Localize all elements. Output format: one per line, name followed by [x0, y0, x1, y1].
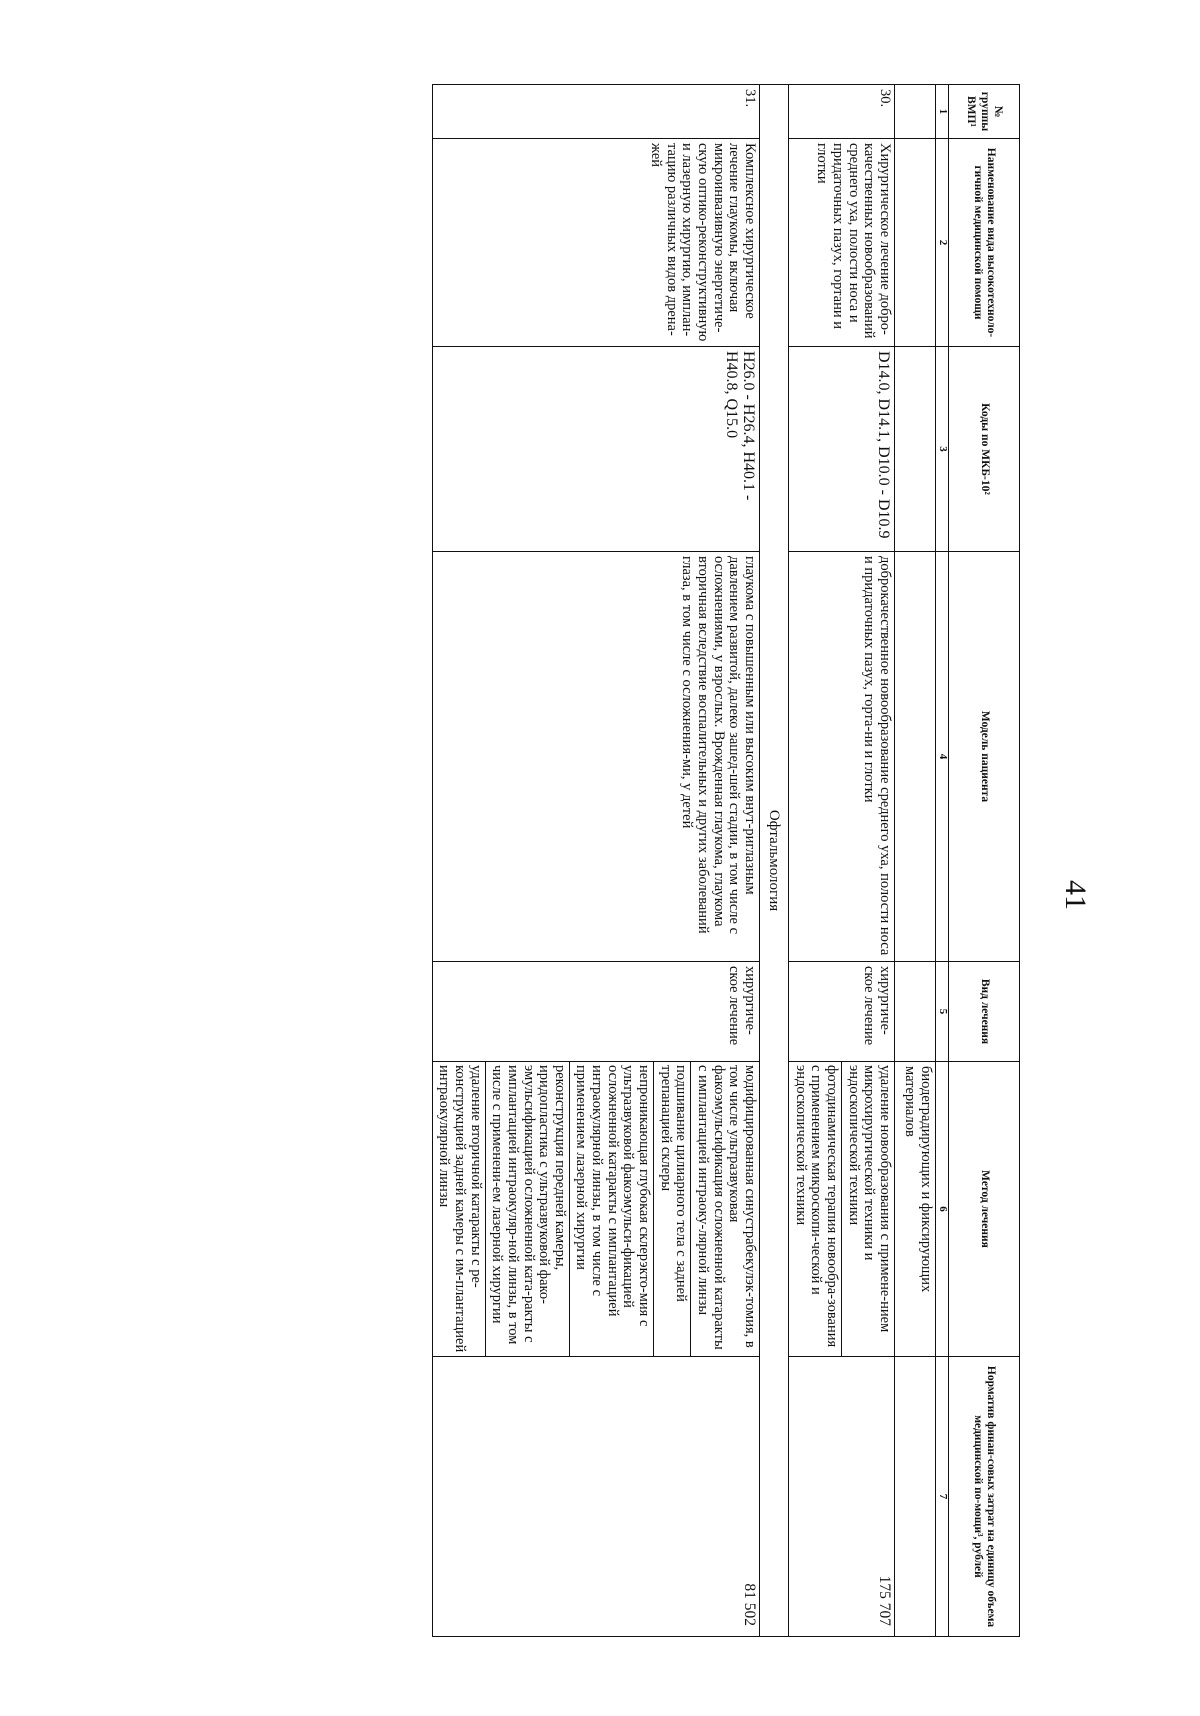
vmp-name: Комплексное хирургическое лечение глаукомы, включая микроинвазивную энергетиче-скую оптико-реконструктивную и лазерную хирургию, имплан-тацию различных видов дрена-жей — [432, 139, 759, 347]
method-cell: биодеградирующих и фиксирующих материалов — [895, 1062, 936, 1357]
vmp-name: Хирургическое лечение добро-качественных новообразований среднего уха, полости носа и придаточных пазух, гортани и глотки — [789, 139, 895, 347]
vmp-table — [432, 84, 1020, 1637]
col-num: 3 — [936, 347, 949, 552]
header-group: № группы ВМП¹ — [949, 85, 1020, 139]
method-item: реконструкция передней камеры, иридопластика с ультразвуковой фако-эмульсификацией осложненной ката-ракты с имплантацией интраокуляр-ной линзы, в том числе с применени-ем лазерной хирургии — [485, 1062, 569, 1356]
header-row — [949, 85, 1020, 1637]
table-row — [895, 85, 936, 1637]
cost-value: 175 707 — [789, 1357, 895, 1637]
icd-codes: H26.0 - H26.4, H40.1 - H40.8, Q15.0 — [432, 347, 759, 552]
table-row — [432, 85, 759, 1637]
header-method: Метод лечения — [949, 1062, 1020, 1357]
table-row — [789, 85, 895, 1637]
header-treatment: Вид лечения — [949, 962, 1020, 1062]
header-name: Наименование вида высокотехноло-гичной медицинской помощи — [949, 139, 1020, 347]
patient-model: глаукома с повышенным или высоким внут-риглазным давлением развитой, далеко зашед-шей стадии, в том числе с осложнениями, у взрослых. Врожденная глаукома, глаукома вторичная вследствие воспалительных и других заболеваний глаза, в том числе с осложнения-ми, у детей — [432, 552, 759, 962]
group-number: 30. — [789, 85, 895, 139]
col-num: 5 — [936, 962, 949, 1062]
patient-model: доброкачественное новообразование среднего уха, полости носа и придаточных пазух, горта-ни и глотки — [789, 552, 895, 962]
header-codes: Коды по МКБ-10² — [949, 347, 1020, 552]
method-item: подшивание цилиарного тела с задней трепанацией склеры — [653, 1062, 690, 1356]
method-item: модифицированная синустрабекулэк-томия, в том числе ультразвуковая факоэмульсификация осложненной катаракты с имплантацией интраоку-лярной линзы — [690, 1062, 759, 1356]
col-num: 6 — [936, 1062, 949, 1357]
method-item: удаление вторичной катаракты с ре-конструкцией задней камеры с им-плантацией интраокулярной линзы — [436, 1065, 484, 1353]
method-list — [789, 1062, 895, 1357]
col-num: 1 — [936, 85, 949, 139]
icd-codes: D14.0, D14.1, D10.0 - D10.9 — [789, 347, 895, 552]
column-number-row — [936, 85, 949, 1637]
col-num: 4 — [936, 552, 949, 962]
section-title: Офтальмология — [760, 85, 789, 1637]
treatment-type: хирургиче-ское лечение — [789, 962, 895, 1062]
method-item: удаление новообразования с примене-нием микрохирургической техники и эндоскопической техники — [841, 1062, 894, 1356]
method-list — [432, 1062, 759, 1357]
method-item: непроникающая глубокая склерэкто-мия с ультразвуковой факоэмульси-фикацией осложненной катаракты с имплантацией интраокулярной линзы, в том числе с применением лазерной хирургии — [569, 1062, 653, 1356]
section-row — [760, 85, 789, 1637]
method-item: фотодинамическая терапия новообра-зования с применением микроскопи-ческой и эндоскопической техники — [792, 1065, 841, 1348]
header-model: Модель пациента — [949, 552, 1020, 962]
col-num: 7 — [936, 1357, 949, 1637]
rotated-document-table — [88, 84, 1020, 1636]
col-num: 2 — [936, 139, 949, 347]
header-cost: Норматив финан-совых затрат на единицу объема медицинской по-мощи³, рублей — [949, 1357, 1020, 1637]
treatment-type: хирургиче-ское лечение — [432, 962, 759, 1062]
group-number: 31. — [432, 85, 759, 139]
cost-value: 81 502 — [432, 1357, 759, 1637]
page-number: 41 — [1059, 880, 1092, 910]
